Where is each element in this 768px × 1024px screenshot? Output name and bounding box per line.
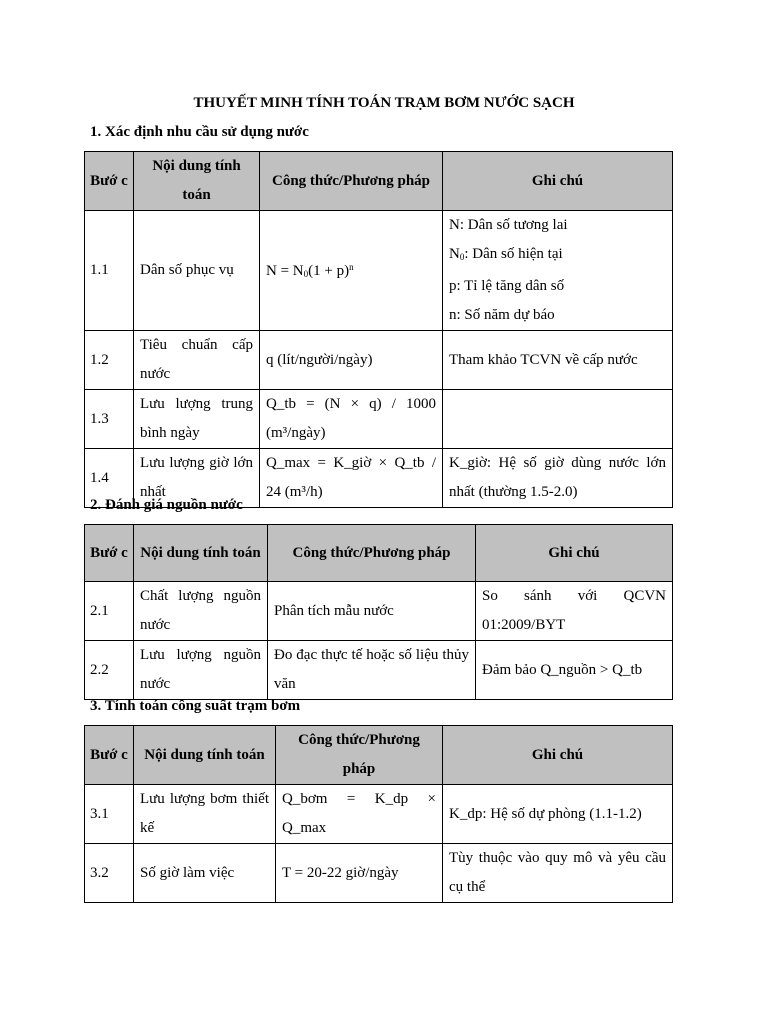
row-content: Lưu lượng nguồn nước [134,641,268,700]
note-subscript: 0 [459,252,465,262]
header-step: Bướ c [85,525,134,582]
table-header-row [85,726,673,785]
table-pump-capacity [84,725,673,903]
table-row [85,582,673,641]
row-step: 1.3 [85,390,134,449]
row-step: 1.2 [85,331,134,390]
row-formula: Đo đạc thực tế hoặc số liệu thủy văn [268,641,476,700]
section-1-title: 1. Xác định nhu cầu sử dụng nước [90,124,309,140]
row-notes: Đảm bảo Q_nguồn > Q_tb [476,641,673,700]
row-notes: So sánh với QCVN 01:2009/BYT [476,582,673,641]
row-step: 2.1 [85,582,134,641]
table-header-row [85,525,673,582]
row-step: 1.1 [85,211,134,331]
row-step: 1.4 [85,449,134,508]
header-step: Bướ c [85,726,134,785]
header-notes: Ghi chú [476,525,673,582]
row-notes: Tham khảo TCVN về cấp nước [443,331,673,390]
header-content: Nội dung tính toán [134,152,260,211]
formula-subscript: 0 [303,268,309,279]
row-formula [260,211,443,331]
row-content: Lưu lượng giờ lớn nhất [134,449,260,508]
row-formula: Q_bơm = K_dp × Q_max [276,785,443,844]
row-content: Dân số phục vụ [134,211,260,331]
row-step: 3.2 [85,844,134,903]
section-2-title: 2. Đánh giá nguồn nước [90,497,243,513]
row-notes [443,211,673,331]
table-row [85,785,673,844]
note-part: : Dân số hiện tại [464,246,563,262]
formula-superscript: n [349,261,354,272]
document-title: THUYẾT MINH TÍNH TOÁN TRẠM BƠM NƯỚC SẠCH [193,95,575,111]
table-row [85,211,673,331]
note-line [449,240,666,272]
row-notes: K_dp: Hệ số dự phòng (1.1-1.2) [443,785,673,844]
section-3-title: 3. Tính toán công suất trạm bơm [90,698,301,714]
table-row [85,641,673,700]
table-row [85,390,673,449]
row-content: Số giờ làm việc [134,844,276,903]
row-notes [443,390,673,449]
header-content: Nội dung tính toán [134,525,268,582]
table-header-row [85,152,673,211]
table-water-source [84,524,673,700]
header-step: Bướ c [85,152,134,211]
formula-part: (1 + p) [308,262,350,279]
row-content: Tiêu chuẩn cấp nước [134,331,260,390]
row-formula: Q_tb = (N × q) / 1000 (m³/ngày) [260,390,443,449]
note-line: N: Dân số tương lai [449,217,568,233]
note-line: n: Số năm dự báo [449,307,555,323]
note-line: p: Tỉ lệ tăng dân số [449,278,565,294]
row-content: Lưu lượng bơm thiết kế [134,785,276,844]
row-notes: Tùy thuộc vào quy mô và yêu cầu cụ thể [443,844,673,903]
header-notes: Ghi chú [443,152,673,211]
table-row [85,331,673,390]
note-part: N [449,246,460,262]
header-notes: Ghi chú [443,726,673,785]
row-content: Chất lượng nguồn nước [134,582,268,641]
formula-part: N = N [266,262,304,279]
row-notes: K_giờ: Hệ số giờ dùng nước lớn nhất (thường 1.5-2.0) [443,449,673,508]
row-formula: T = 20-22 giờ/ngày [276,844,443,903]
table-water-demand [84,151,673,508]
row-step: 2.2 [85,641,134,700]
header-content: Nội dung tính toán [134,726,276,785]
row-formula: Q_max = K_giờ × Q_tb / 24 (m³/h) [260,449,443,508]
header-formula: Công thức/Phương pháp [276,726,443,785]
row-step: 3.1 [85,785,134,844]
header-formula: Công thức/Phương pháp [268,525,476,582]
row-formula: q (lít/người/ngày) [260,331,443,390]
header-formula: Công thức/Phương pháp [260,152,443,211]
row-content: Lưu lượng trung bình ngày [134,390,260,449]
row-formula: Phân tích mẫu nước [268,582,476,641]
table-row [85,844,673,903]
